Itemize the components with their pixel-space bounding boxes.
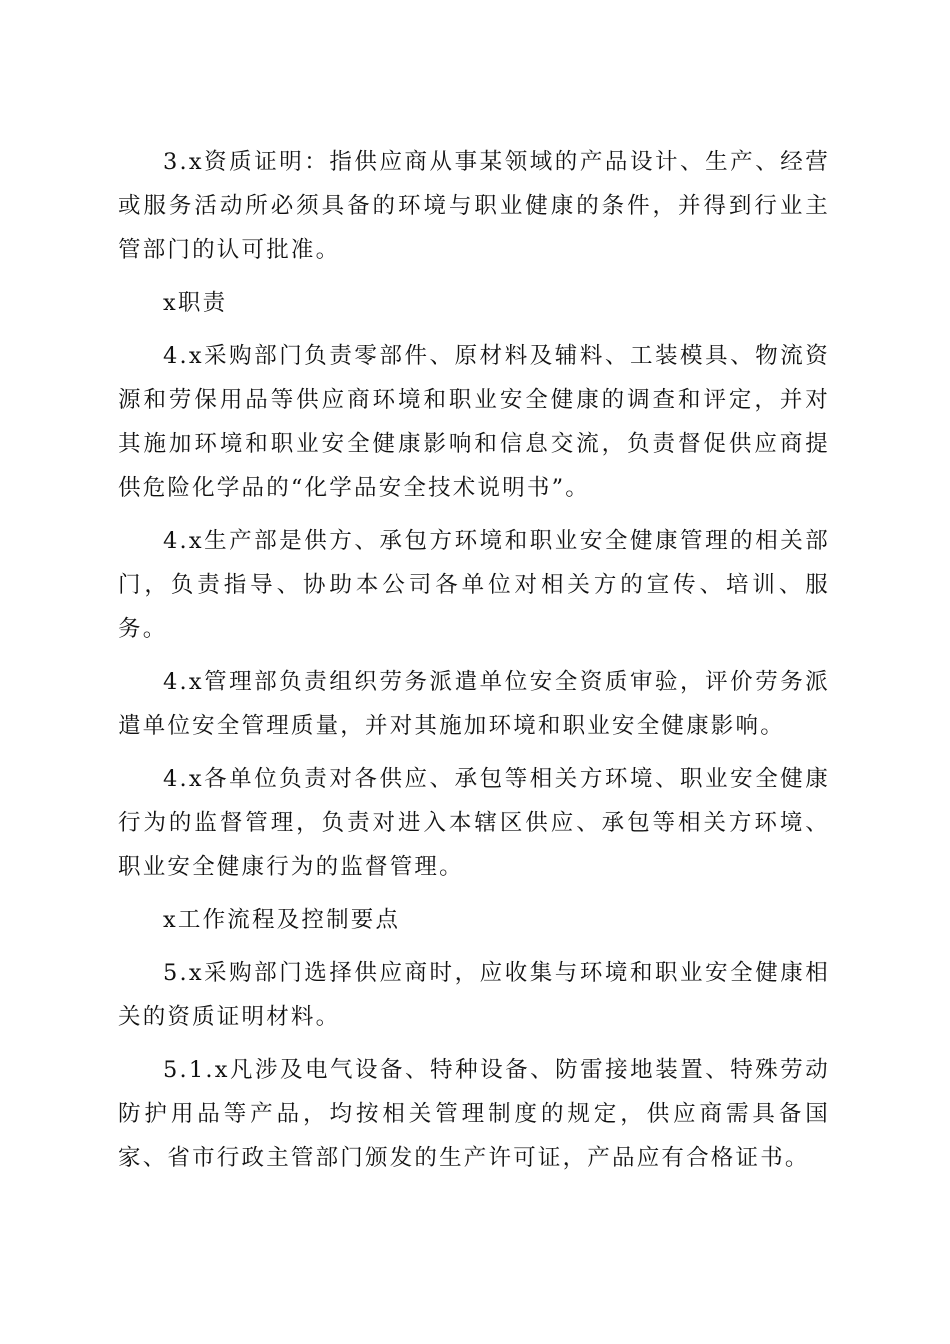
document-body <box>118 140 830 1189</box>
paragraph-3-qualification: 3.x资质证明：指供应商从事某领域的产品设计、生产、经营或服务活动所必须具备的环境与职业健康的条件，并得到行业主管部门的认可批准。 <box>118 149 830 263</box>
paragraph-5-1-licensing: 5.1.x凡涉及电气设备、特种设备、防雷接地装置、特殊劳动防护用品等产品，均按相关管理制度的规定，供应商需具备国家、省市行政主管部门颁发的生产许可证，产品应有合格证书。 <box>118 1057 830 1171</box>
paragraph-4-purchasing: 4.x采购部门负责零部件、原材料及辅料、工装模具、物流资源和劳保用品等供应商环境和职业安全健康的调查和评定，并对其施加环境和职业安全健康影响和信息交流，负责督促供应商提供危险化学品的“化学品安全技术说明书”。 <box>118 343 830 501</box>
section-heading-responsibilities: x职责 <box>163 290 228 316</box>
section-heading-workflow: x工作流程及控制要点 <box>163 907 401 933</box>
paragraph-4-units: 4.x各单位负责对各供应、承包等相关方环境、职业安全健康行为的监督管理，负责对进入本辖区供应、承包等相关方环境、职业安全健康行为的监督管理。 <box>118 766 830 880</box>
paragraph-5-supplier-selection: 5.x采购部门选择供应商时，应收集与环境和职业安全健康相关的资质证明材料。 <box>118 960 830 1030</box>
paragraph-4-management: 4.x管理部负责组织劳务派遣单位安全资质审验，评价劳务派遣单位安全管理质量，并对其施加环境和职业安全健康影响。 <box>118 669 830 739</box>
paragraph-4-production: 4.x生产部是供方、承包方环境和职业安全健康管理的相关部门，负责指导、协助本公司各单位对相关方的宣传、培训、服务。 <box>118 528 830 642</box>
